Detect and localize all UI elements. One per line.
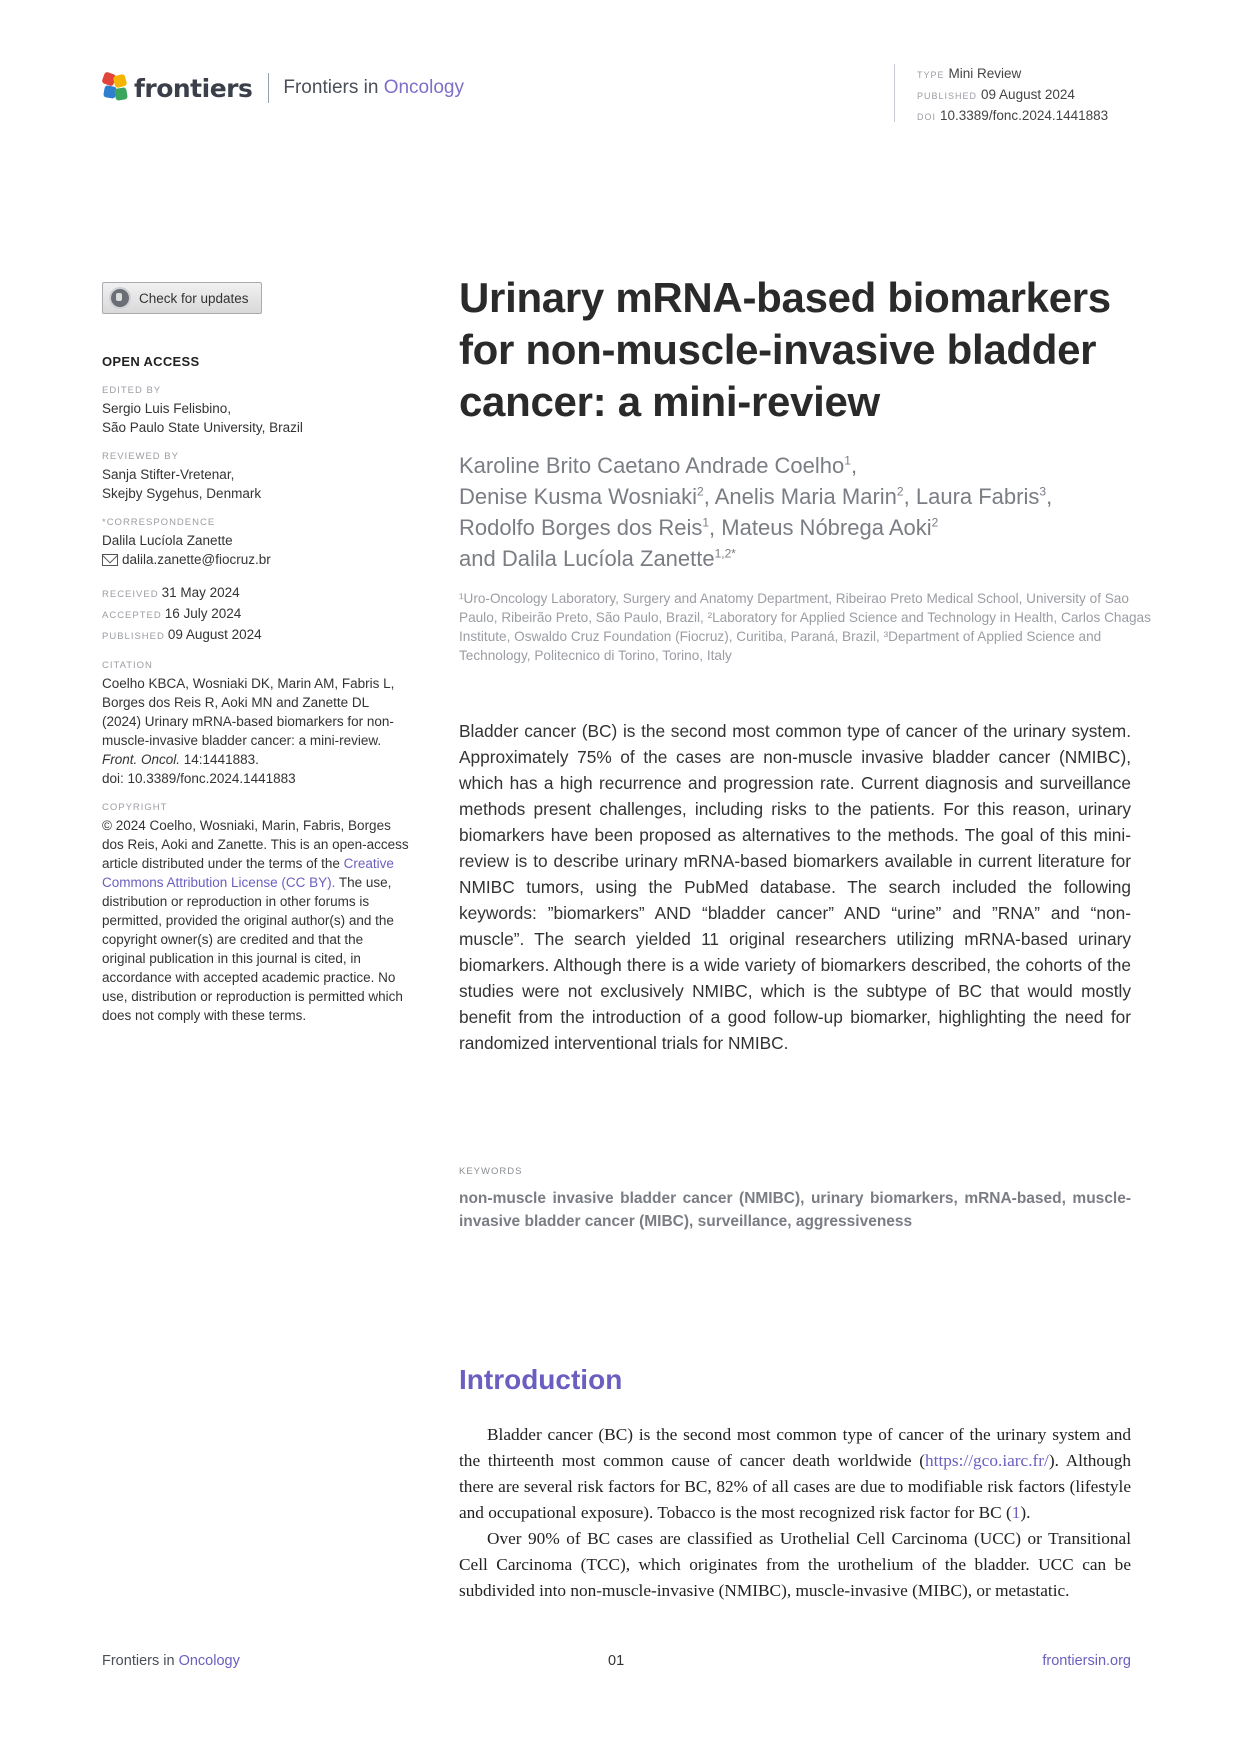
footer-journal[interactable]: Frontiers in Oncology: [102, 1653, 240, 1669]
meta-type: TYPE Mini Review: [917, 66, 1022, 81]
affiliations: ¹Uro-Oncology Laboratory, Surgery and Anatomy Department, Ribeirao Preto Medical School, University of Sao Paulo, Ribeirão Preto, São Paulo, Brazil, ²Laboratory for Applied Science and Technology in Health, Carlos Chagas Institute, Oswaldo Cruz Foundation (Fiocruz), Curitiba, Paraná, Brazil, ³Department of Applied Science and Technology, Politecnico di Torino, Torino, Italy: [459, 591, 1151, 663]
article-meta: [894, 64, 1108, 122]
article-title: Urinary mRNA-based biomarkers for non-muscle-invasive bladder cancer: a mini-review: [459, 274, 1111, 425]
dates: RECEIVED 31 May 2024 ACCEPTED 16 July 2024 PUBLISHED 09 August 2024: [102, 585, 262, 642]
reference-link[interactable]: 1: [1011, 1503, 1021, 1522]
open-access-label: OPEN ACCESS: [102, 354, 200, 369]
check-updates-label: Check for updates: [139, 290, 249, 306]
sidebar: [102, 282, 410, 1025]
introduction-body: [459, 1422, 1131, 1604]
journal-name: Oncology: [383, 77, 464, 98]
frontiers-logo-icon: [102, 73, 128, 103]
author[interactable]: Karoline Brito Caetano Andrade Coelho$^1$,: [459, 453, 858, 478]
gco-link[interactable]: https://gco.iarc.fr/: [925, 1451, 1049, 1470]
author[interactable]: Denise Kusma Wosniaki$^2$,: [459, 484, 710, 509]
keywords: non-muscle invasive bladder cancer (NMIBC), urinary biomarkers, mRNA-based, muscle-invasive bladder cancer (MIBC), surveillance, aggressiveness: [459, 1190, 1131, 1230]
brand-name: frontiers: [134, 73, 253, 103]
envelope-icon: [102, 554, 118, 566]
doi-link[interactable]: 10.3389/fonc.2024.1441883: [940, 108, 1109, 123]
author[interactable]: Anelis Maria Marin$^2$,: [714, 484, 910, 509]
page-number: 01: [608, 1653, 625, 1669]
journal-prefix: Frontiers in: [283, 77, 379, 98]
logo-divider: [268, 73, 269, 103]
section-heading-introduction: Introduction: [459, 1364, 623, 1395]
abstract: Bladder cancer (BC) is the second most common type of cancer of the urinary system. Approximately 75% of the cases are non-muscle invasive bladder cancer (NMIBC), which has a high recurrence and progression rate. Current diagnosis and surveillance methods present challenges, including risks to the patients. For this reason, urinary biomarkers have been proposed as alternatives to the methods. The goal of this mini-review is to describe urinary mRNA-based biomarkers available in current literature for NMIBC tumors, using the PubMed database. The search included the following keywords: ”biomarkers” AND “bladder cancer” AND “urine” and ”RNA” and “non-muscle”. The search yielded 11 original researchers utilizing mRNA-based urinary biomarkers. Although there is a wide variety of biomarkers described, the cohorts of the studies were not exclusively NMIBC, which is the subtype of BC that would mostly benefit from the introduction of a good follow-up biomarker, highlighting the need for randomized interventional trials for NMIBC.: [459, 721, 1131, 1053]
citation-doi[interactable]: doi: 10.3389/fonc.2024.1441883: [102, 771, 296, 786]
citation: CITATION Coelho KBCA, Wosniaki DK, Marin AM, Fabris L, Borges dos Reis R, Aoki MN and Zanette DL (2024) Urinary mRNA-based biomarkers for non-muscle-invasive bladder cancer: a mini-review. Front. Oncol. 14:1441883. doi: 10.3389/fonc.2024.1441883: [102, 660, 410, 788]
copyright: COPYRIGHT © 2024 Coelho, Wosniaki, Marin, Fabris, Borges dos Reis, Aoki and Zanette. This is an open-access article distributed under the terms of the Creative Commons Attribution License (CC BY). The use, distribution or reproduction in other forums is permitted, provided the original author(s) and the copyright owner(s) are credited and that the original publication in this journal is cited, in accordance with accepted academic practice. No use, distribution or reproduction is permitted which does not comply with these terms.: [102, 802, 409, 1023]
author-list: [459, 450, 1159, 574]
check-for-updates-button[interactable]: [102, 282, 262, 314]
paragraph: Bladder cancer (BC) is the second most common type of cancer of the urinary system and the thirteenth most common cause of cancer death worldwide (https://gco.iarc.fr/). Although there are several risk factors for BC, 82% of all cases are due to modifiable risk factors (lifestyle and occupational exposure). Tobacco is the most recognized risk factor for BC (1).: [459, 1425, 1131, 1522]
journal-title: [283, 77, 464, 99]
frontiers-logo[interactable]: [102, 70, 464, 106]
correspondence-email[interactable]: dalila.zanette@fiocruz.br: [102, 550, 410, 569]
cc-by-license-link[interactable]: Creative Commons Attribution License (CC BY).: [102, 856, 394, 890]
keywords-label: KEYWORDS: [459, 1166, 523, 1177]
edited-by: EDITED BY Sergio Luis Felisbino, São Paulo State University, Brazil: [102, 385, 303, 435]
paragraph: Over 90% of BC cases are classified as Urothelial Cell Carcinoma (UCC) or Transitional Cell Carcinoma (TCC), which originates from the urothelium of the bladder. UCC can be subdivided into non-muscle-invasive (NMIBC), muscle-invasive (MIBC), or metastatic.: [459, 1529, 1131, 1600]
meta-doi: DOI 10.3389/fonc.2024.1441883: [917, 108, 1109, 123]
bookmark-update-icon: [109, 287, 131, 309]
author[interactable]: Mateus Nóbrega Aoki$^2$: [721, 515, 939, 540]
footer-site-link[interactable]: frontiersin.org: [1042, 1653, 1131, 1669]
reviewed-by: REVIEWED BY Sanja Stifter-Vretenar, Skejby Sygehus, Denmark: [102, 451, 262, 501]
author[interactable]: and Dalila Lucíola Zanette$^{1,2*}$: [459, 546, 736, 571]
correspondence: *CORRESPONDENCE Dalila Lucíola Zanette dalila.zanette@fiocruz.br: [102, 517, 410, 569]
author[interactable]: Rodolfo Borges dos Reis$^1$,: [459, 515, 716, 540]
meta-published: PUBLISHED 09 August 2024: [917, 87, 1075, 102]
author[interactable]: Laura Fabris$^3$,: [915, 484, 1053, 509]
